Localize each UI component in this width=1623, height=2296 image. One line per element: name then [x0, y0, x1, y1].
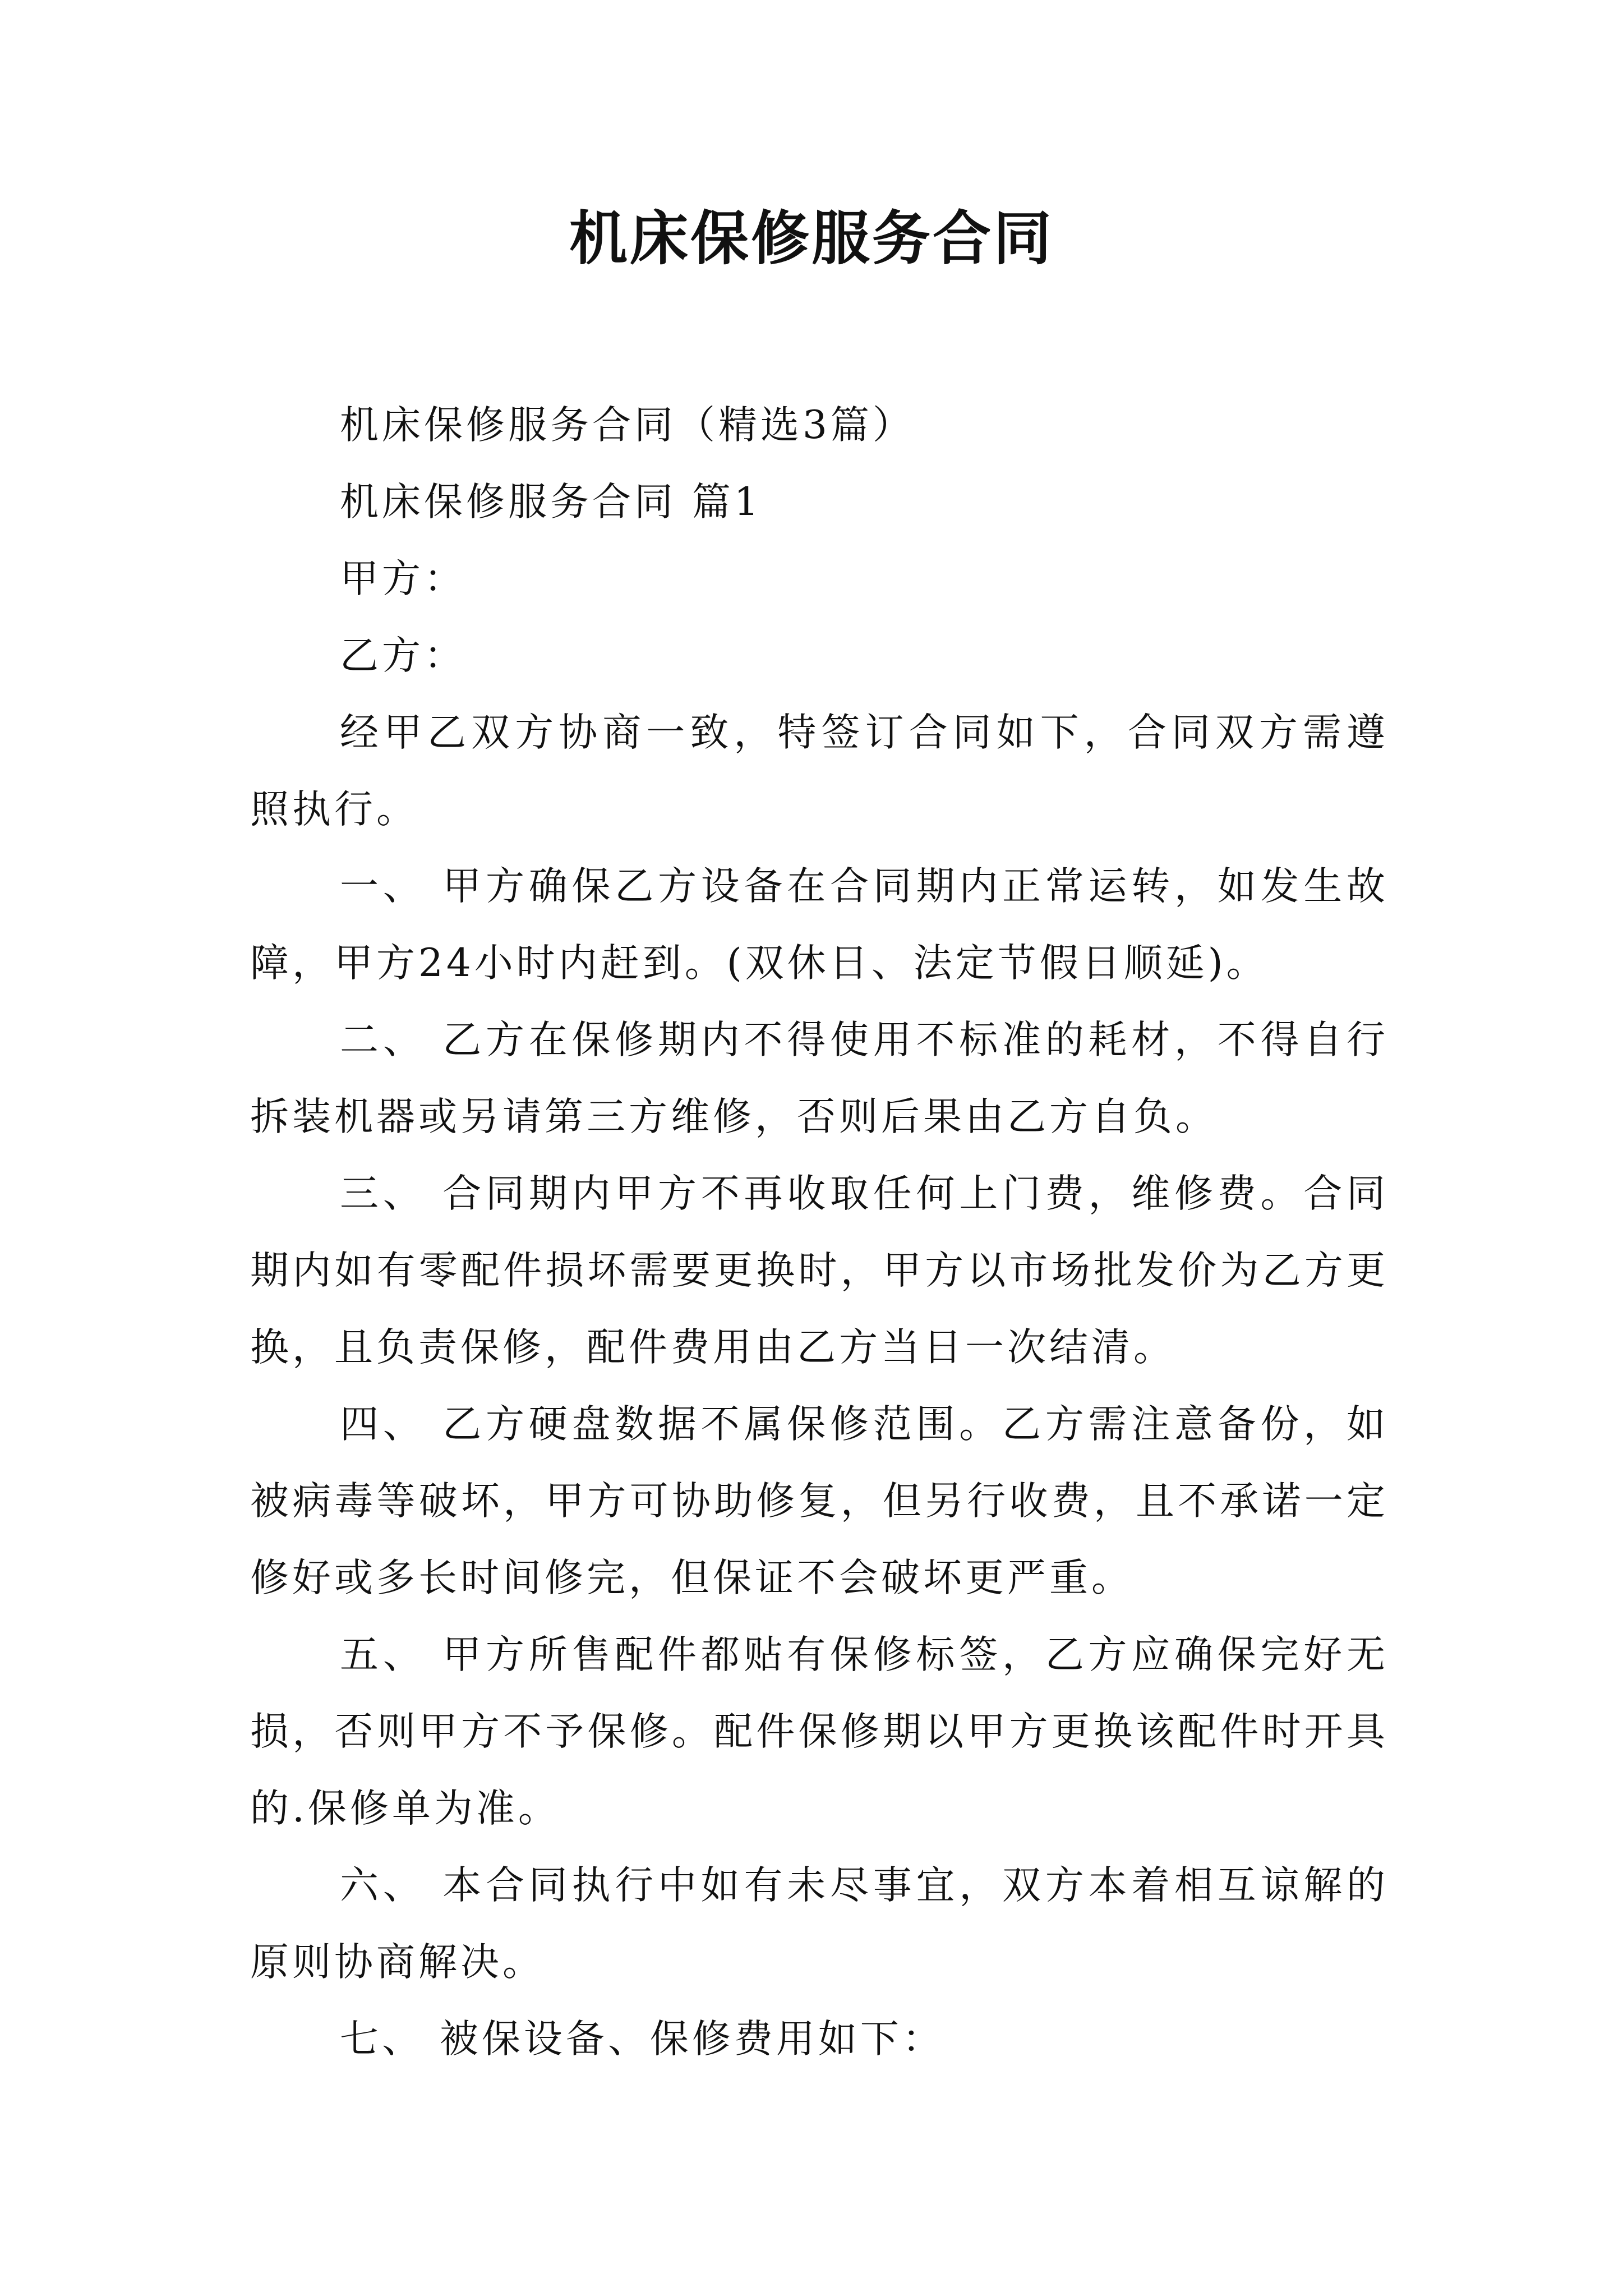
clause-1: 一、 甲方确保乙方设备在合同期内正常运转，如发生故障，甲方24小时内赶到。(双休日、法定节假日顺延)。 — [250, 864, 1389, 986]
clause-2: 二、 乙方在保修期内不得使用不标准的耗材，不得自行拆装机器或另请第三方维修，否则后果由乙方自负。 — [250, 1018, 1389, 1139]
clause-3: 三、 合同期内甲方不再收取任何上门费，维修费。合同期内如有零配件损坏需要更换时，甲方以市场批发价为乙方更换，且负责保修，配件费用由乙方当日一次结清。 — [250, 1171, 1389, 1370]
intro-paragraph: 经甲乙双方协商一致，特签订合同如下，合同双方需遵照执行。 — [250, 710, 1389, 832]
page-title: 机床保修服务合同 — [569, 204, 1054, 273]
subtitle-paragraph: 机床保修服务合同（精选3篇） — [340, 403, 915, 448]
clause-5: 五、 甲方所售配件都贴有保修标签，乙方应确保完好无损，否则甲方不予保修。配件保修期以甲方更换该配件时开具的.保修单为准。 — [250, 1632, 1389, 1831]
document-body — [250, 387, 1389, 2078]
clause-4: 四、 乙方硬盘数据不属保修范围。乙方需注意备份，如被病毒等破坏，甲方可协助修复，但另行收费，且不承诺一定修好或多长时间修完，但保证不会破坏更严重。 — [250, 1402, 1389, 1600]
party-a-label: 甲方： — [340, 556, 466, 601]
party-b-label: 乙方： — [340, 633, 466, 678]
clause-6: 六、 本合同执行中如有未尽事宜，双方本着相互谅解的原则协商解决。 — [250, 1863, 1389, 1985]
section-heading: 机床保修服务合同 篇1 — [340, 480, 762, 524]
clause-7: 七、 被保设备、保修费用如下： — [340, 2017, 944, 2062]
